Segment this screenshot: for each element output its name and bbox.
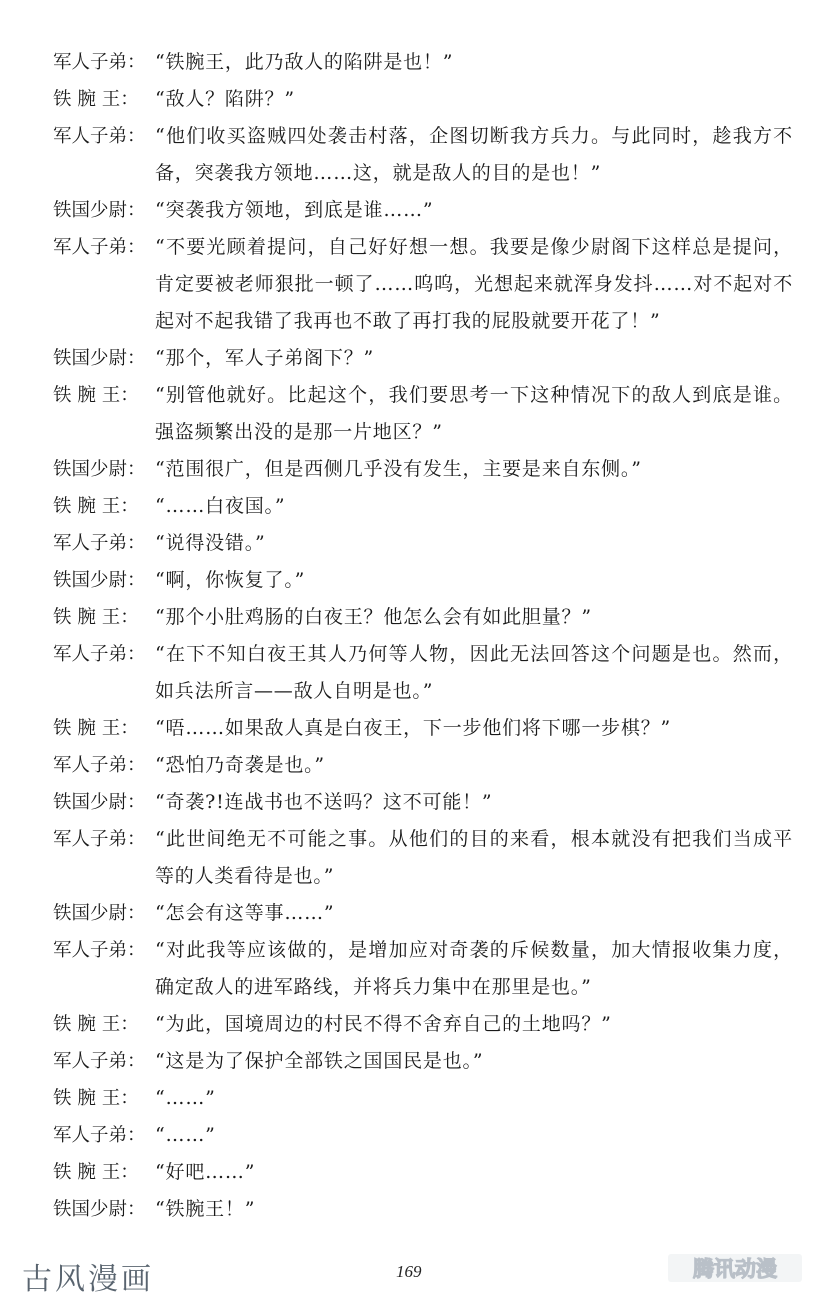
speaker-name: 军人子弟：: [53, 829, 146, 850]
speech-text: “别管他就好。比起这个，我们要思考一下这种情况下的敌人到底是谁。强盗频繁出没的是那一片地区？”: [155, 384, 793, 443]
dialogue-line: [53, 747, 793, 784]
dialogue-line: [53, 377, 793, 451]
speaker-name: 军人子弟：: [53, 126, 146, 147]
dialogue-line: [53, 81, 793, 118]
speech-text: “那个小肚鸡肠的白夜王？他怎么会有如此胆量？”: [155, 606, 592, 628]
speech-text: “突袭我方领地，到底是谁……”: [155, 199, 434, 221]
speaker-name: 军人子弟：: [53, 1125, 146, 1146]
speaker-name: 铁国少尉：: [53, 570, 146, 591]
speech-text: “唔……如果敌人真是白夜王，下一步他们将下哪一步棋？”: [155, 717, 672, 739]
speech-text: “在下不知白夜王其人乃何等人物，因此无法回答这个问题是也。然而，如兵法所言——敌人自明是也。”: [155, 643, 793, 702]
speech-text: “此世间绝无不可能之事。从他们的目的来看，根本就没有把我们当成平等的人类看待是也。”: [155, 828, 793, 887]
speaker-name: 军人子弟：: [53, 533, 146, 554]
dialogue-line: [53, 192, 793, 229]
dialogue-line: [53, 44, 793, 81]
dialogue-line: [53, 895, 793, 932]
speaker-name: 军人子弟：: [53, 237, 146, 258]
speech-text: “奇袭?!连战书也不送吗？这不可能！”: [155, 791, 493, 813]
dialogue-line: [53, 1117, 793, 1154]
speech-text: “那个，军人子弟阁下？”: [155, 347, 375, 369]
speech-text: “说得没错。”: [155, 532, 266, 554]
dialogue-line: [53, 451, 793, 488]
speech-text: “啊，你恢复了。”: [155, 569, 306, 591]
speech-text: “范围很广，但是西侧几乎没有发生，主要是来自东侧。”: [155, 458, 642, 480]
source-logo: 古风漫画: [22, 1262, 154, 1297]
speaker-name: 铁国少尉：: [53, 200, 146, 221]
speech-text: “不要光顾着提问，自己好好想一想。我要是像少尉阁下这样总是提问，肯定要被老师狠批一顿了……呜呜，光想起来就浑身发抖……对不起对不起对不起我错了我再也不敢了再打我的屁股就要开花了！”: [155, 236, 793, 332]
dialogue-line: [53, 932, 793, 1006]
speech-text: “铁腕王，此乃敌人的陷阱是也！”: [155, 51, 454, 73]
dialogue-line: [53, 562, 793, 599]
speech-text: “……”: [155, 1087, 216, 1109]
speech-text: “为此，国境周边的村民不得不舍弃自己的土地吗？”: [155, 1013, 612, 1035]
speech-text: “对此我等应该做的，是增加应对奇袭的斥候数量，加大情报收集力度，确定敌人的进军路线，并将兵力集中在那里是也。”: [155, 939, 793, 998]
speaker-name: 铁 腕 王：: [53, 1014, 139, 1035]
speaker-name: 铁 腕 王：: [53, 89, 139, 110]
watermark-logo: [668, 1252, 802, 1284]
dialogue-line: [53, 488, 793, 525]
speech-text: “好吧……”: [155, 1161, 256, 1183]
dialogue-line: [53, 1006, 793, 1043]
dialogue-line: [53, 599, 793, 636]
watermark-text: 腾讯动漫: [693, 1257, 777, 1281]
speaker-name: 铁 腕 王：: [53, 1162, 139, 1183]
dialogue-line: [53, 710, 793, 747]
dialogue-line: [53, 784, 793, 821]
speech-text: “恐怕乃奇袭是也。”: [155, 754, 325, 776]
speech-text: “……白夜国。”: [155, 495, 286, 517]
speaker-name: 军人子弟：: [53, 1051, 146, 1072]
speaker-name: 军人子弟：: [53, 644, 146, 665]
speaker-name: 铁 腕 王：: [53, 1088, 139, 1109]
speaker-name: 铁 腕 王：: [53, 718, 139, 739]
dialogue-line: [53, 340, 793, 377]
dialogue-line: [53, 229, 793, 340]
page-number: 169: [396, 1262, 422, 1281]
dialogue-line: [53, 1154, 793, 1191]
speaker-name: 铁 腕 王：: [53, 607, 139, 628]
dialogue-line: [53, 525, 793, 562]
dialogue-line: [53, 636, 793, 710]
dialogue-block: [53, 44, 793, 1228]
speech-text: “这是为了保护全部铁之国国民是也。”: [155, 1050, 484, 1072]
speaker-name: 铁国少尉：: [53, 348, 146, 369]
speech-text: “……”: [155, 1124, 216, 1146]
speaker-name: 铁国少尉：: [53, 903, 146, 924]
speaker-name: 铁 腕 王：: [53, 385, 139, 406]
speaker-name: 铁 腕 王：: [53, 496, 139, 517]
speech-text: “怎会有这等事……”: [155, 902, 335, 924]
speech-text: “他们收买盗贼四处袭击村落，企图切断我方兵力。与此同时，趁我方不备，突袭我方领地……这，就是敌人的目的是也！”: [155, 125, 793, 184]
speech-text: “敌人？陷阱？”: [155, 88, 295, 110]
speech-text: “铁腕王！”: [155, 1198, 256, 1220]
speaker-name: 军人子弟：: [53, 940, 146, 961]
speaker-name: 铁国少尉：: [53, 792, 146, 813]
dialogue-line: [53, 1080, 793, 1117]
speaker-name: 军人子弟：: [53, 755, 146, 776]
speaker-name: 铁国少尉：: [53, 459, 146, 480]
speaker-name: 铁国少尉：: [53, 1199, 146, 1220]
dialogue-line: [53, 821, 793, 895]
dialogue-line: [53, 1043, 793, 1080]
dialogue-line: [53, 1191, 793, 1228]
dialogue-line: [53, 118, 793, 192]
speaker-name: 军人子弟：: [53, 52, 146, 73]
